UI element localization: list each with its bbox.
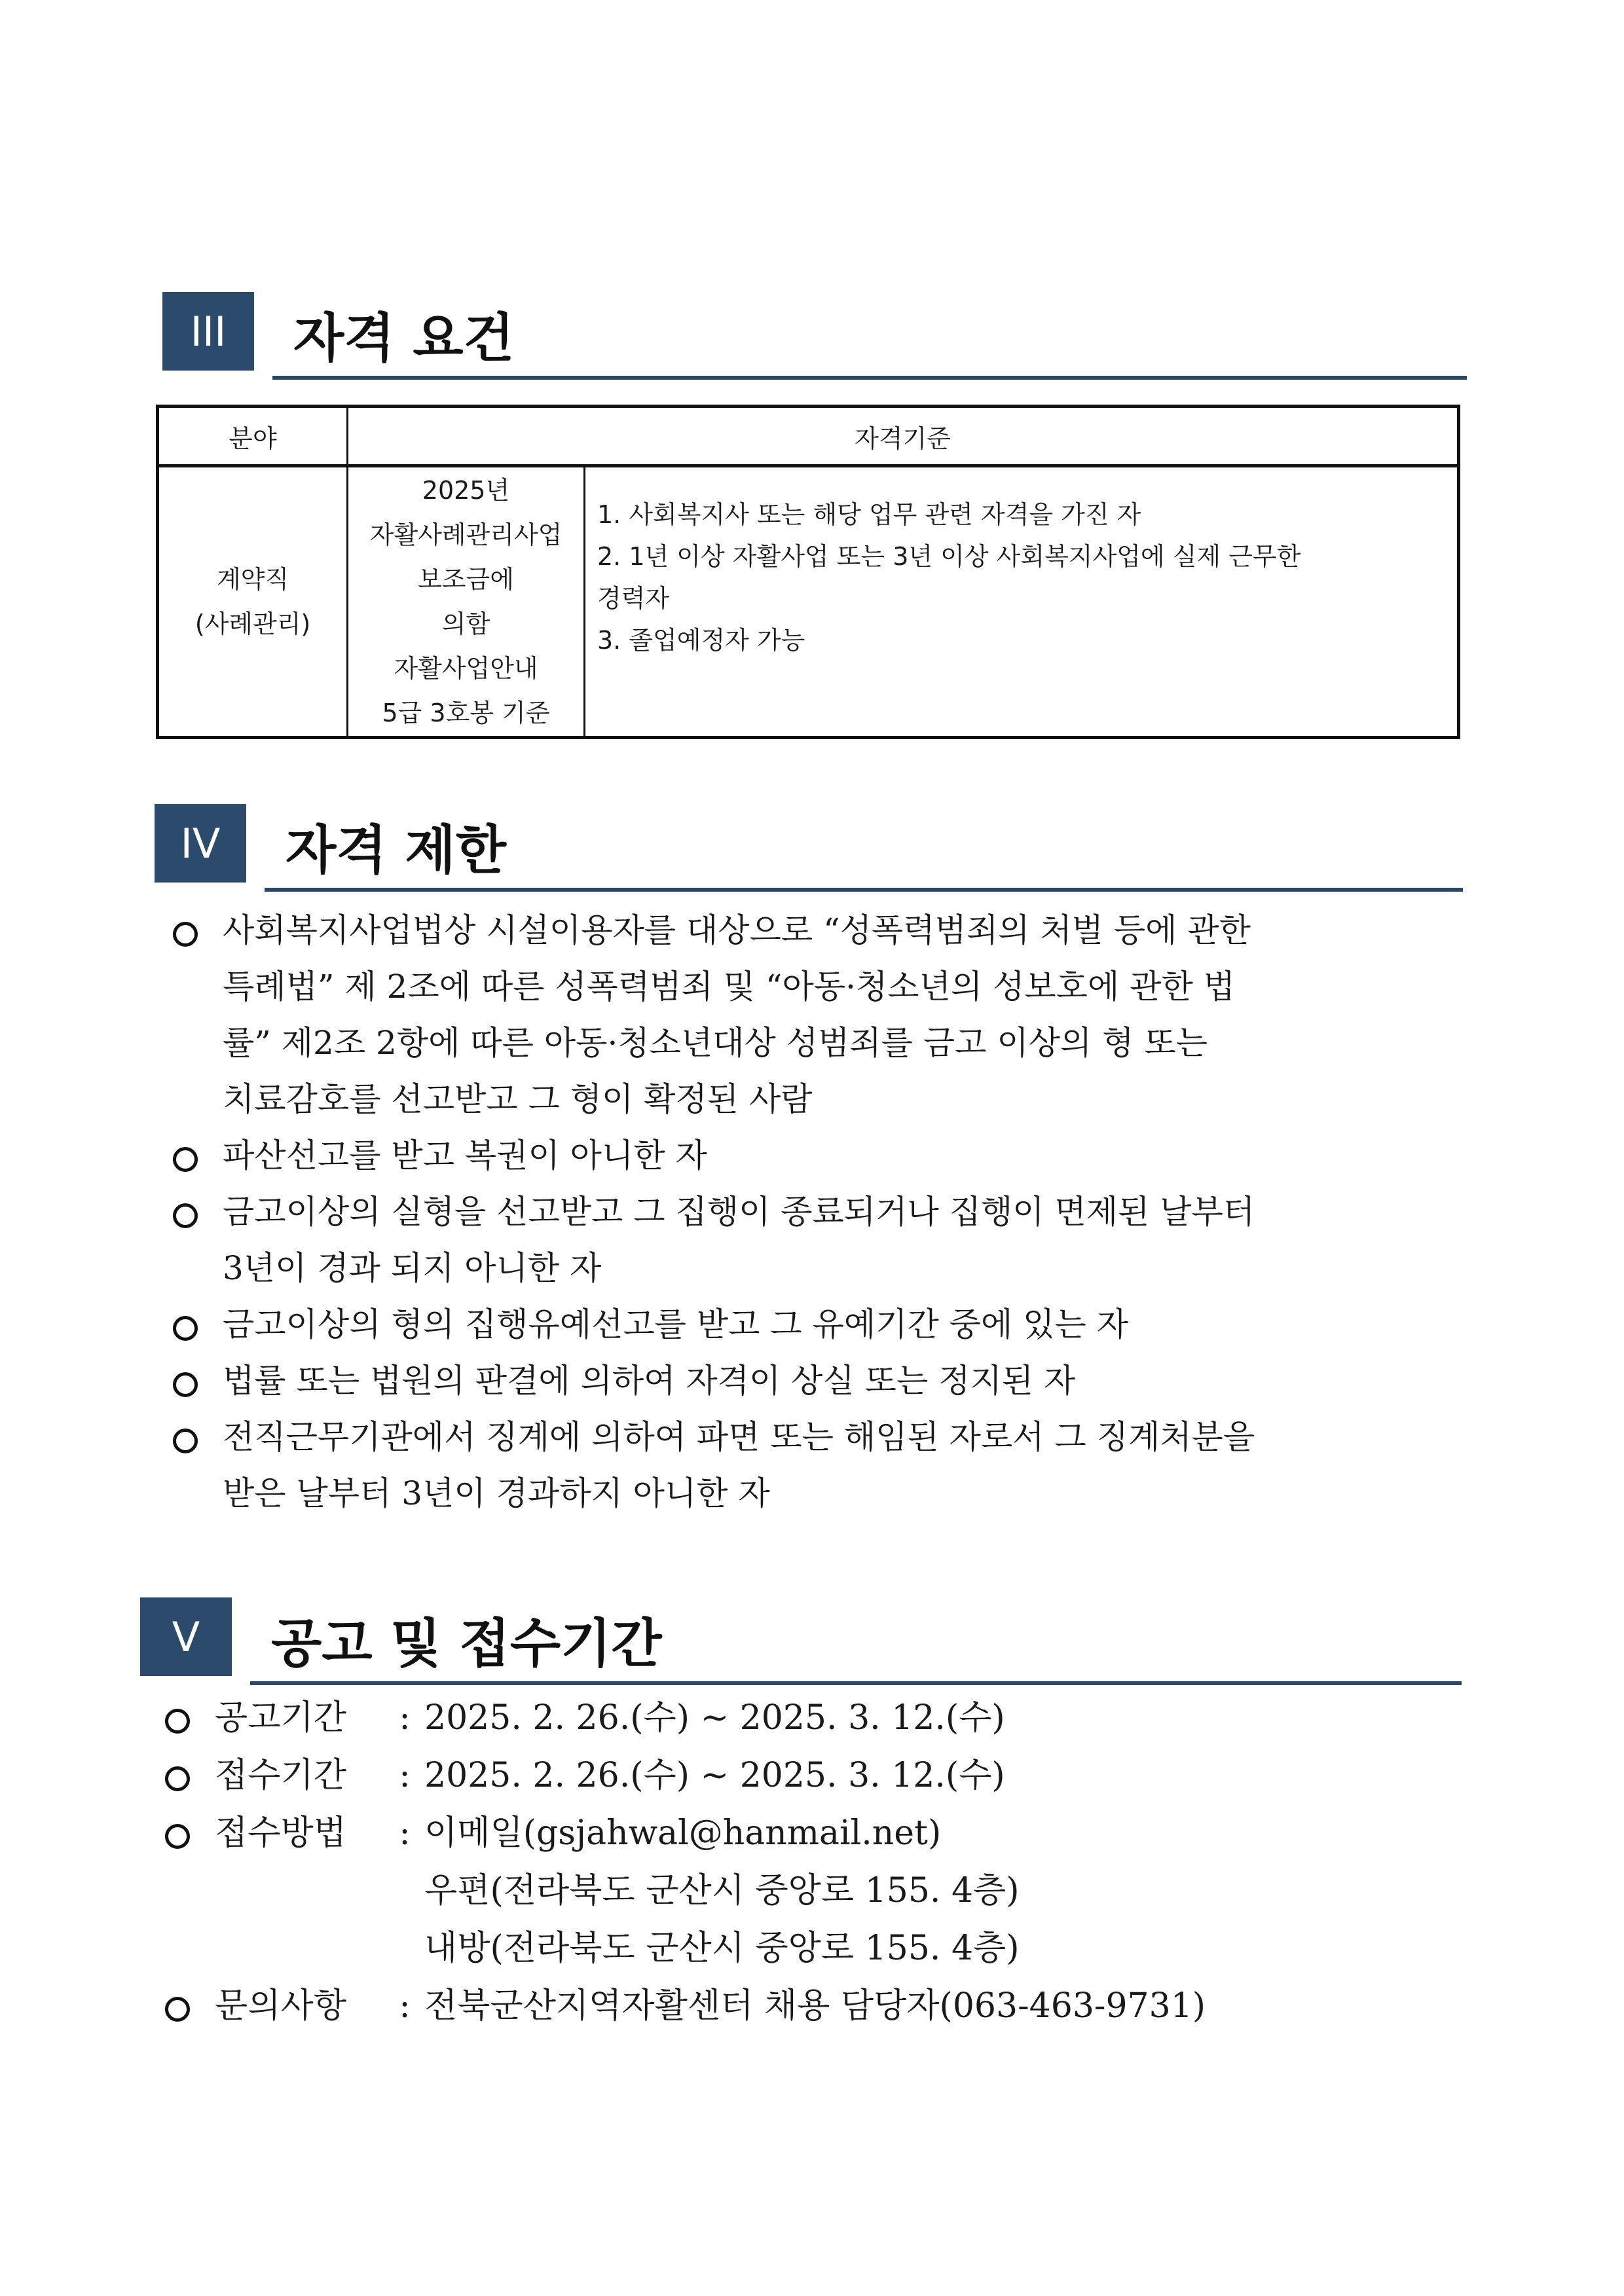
inquiry-row	[156, 1977, 1206, 2035]
info-value: 2025. 2. 26.(수) ~ 2025. 3. 12.(수)	[424, 1698, 1005, 1738]
salary-line: 자활사례관리사업	[369, 520, 563, 549]
list-item-line: 금고이상의 형의 집행유예선고를 받고 그 유예기간 중에 있는 자	[223, 1305, 1128, 1343]
salary-line: 5급 3호봉 기준	[382, 699, 550, 727]
info-colon: :	[399, 1756, 411, 1795]
list-item	[164, 1296, 1460, 1353]
list-item	[164, 1184, 1460, 1296]
section-5-header	[140, 1597, 1460, 1676]
section-number-box: III	[162, 292, 254, 371]
receipt-period-row	[156, 1747, 1206, 1804]
qualification-table	[156, 405, 1460, 739]
header-field: 분야	[158, 407, 348, 466]
criteria-line: 3. 졸업예정자 가능	[597, 626, 805, 655]
list-item-line: 치료감호를 선고받고 그 형이 확정된 사람	[223, 1080, 813, 1118]
info-label: 공고기간	[215, 1698, 346, 1738]
receipt-method-post: 우편(전라북도 군산시 중앙로 155. 4층)	[424, 1871, 1020, 1910]
field-line: (사례관리)	[194, 610, 311, 638]
criteria-line: 2. 1년 이상 자활사업 또는 3년 이상 사회복지사업에 실제 근무한	[597, 542, 1301, 571]
section-number-box: V	[140, 1597, 232, 1676]
section-title: 공고 및 접수기간	[271, 1613, 662, 1674]
info-colon: :	[399, 1986, 411, 2026]
notice-info	[156, 1689, 1206, 2035]
list-item-line: 3년이 경과 되지 아니한 자	[223, 1249, 602, 1287]
salary-line: 보조금에	[418, 565, 514, 594]
list-item	[164, 1127, 1460, 1184]
section-underline	[272, 376, 1467, 380]
circle-bullet-icon	[173, 1147, 198, 1172]
salary-line: 자활사업안내	[394, 654, 538, 683]
circle-bullet-icon	[173, 1316, 198, 1341]
list-item-line: 파산선고를 받고 복권이 아니한 자	[223, 1137, 707, 1175]
circle-bullet-icon	[165, 1824, 190, 1849]
table-row	[158, 466, 1459, 738]
circle-bullet-icon	[173, 922, 198, 947]
info-value: 2025. 2. 26.(수) ~ 2025. 3. 12.(수)	[424, 1756, 1005, 1795]
circle-bullet-icon	[165, 1766, 190, 1791]
info-label: 문의사항	[215, 1986, 346, 2026]
circle-bullet-icon	[165, 1997, 190, 2022]
criteria-line: 경력자	[597, 584, 670, 613]
restriction-list	[164, 902, 1460, 1522]
info-colon: :	[399, 1813, 411, 1853]
list-item	[164, 1353, 1460, 1409]
info-colon: :	[399, 1698, 411, 1738]
section-3-header	[162, 292, 1467, 371]
criteria-line: 1. 사회복지사 또는 해당 업무 관련 자격을 가진 자	[597, 500, 1141, 529]
header-criteria: 자격기준	[348, 407, 1459, 466]
info-label: 접수방법	[215, 1813, 346, 1853]
criteria-cell	[585, 466, 1459, 738]
list-item-line: 사회복지사업법상 시설이용자를 대상으로 “성폭력범죄의 처벌 등에 관한	[223, 911, 1251, 949]
section-title: 자격 제한	[286, 820, 506, 881]
salary-line: 의함	[441, 610, 490, 638]
notice-period-row	[156, 1689, 1206, 1747]
list-item-line: 특례법” 제 2조에 따른 성폭력범죄 및 “아동·청소년의 성보호에 관한 법	[223, 968, 1235, 1006]
salary-line: 2025년	[422, 476, 510, 505]
section-title: 자격 요건	[293, 308, 514, 369]
list-item	[164, 1409, 1460, 1522]
list-item-line: 률” 제2조 2항에 따른 아동·청소년대상 성범죄를 금고 이상의 형 또는	[223, 1024, 1208, 1062]
list-item-line: 법률 또는 법원의 판결에 의하여 자격이 상실 또는 정지된 자	[223, 1362, 1076, 1400]
circle-bullet-icon	[173, 1203, 198, 1228]
info-label: 접수기간	[215, 1756, 346, 1795]
field-cell	[158, 466, 348, 738]
field-line: 계약직	[216, 565, 289, 594]
circle-bullet-icon	[173, 1429, 198, 1453]
receipt-method-row	[156, 1804, 1206, 1862]
list-item	[164, 902, 1460, 1127]
info-value: 전북군산지역자활센터 채용 담당자(063-463-9731)	[424, 1986, 1206, 2026]
email-address: 이메일(gsjahwal@hanmail.net)	[424, 1813, 942, 1853]
receipt-method-visit: 내방(전라북도 군산시 중앙로 155. 4층)	[424, 1929, 1020, 1968]
list-item-line: 금고이상의 실형을 선고받고 그 집행이 종료되거나 집행이 면제된 날부터	[223, 1193, 1255, 1231]
salary-cell	[348, 466, 585, 738]
section-underline	[265, 888, 1463, 892]
table-header-row	[158, 407, 1459, 466]
section-4-header	[155, 804, 1464, 883]
circle-bullet-icon	[173, 1372, 198, 1397]
list-item-line: 받은 날부터 3년이 경과하지 아니한 자	[223, 1474, 770, 1512]
section-underline	[250, 1681, 1462, 1685]
section-number-box: IV	[155, 804, 246, 883]
list-item-line: 전직근무기관에서 징계에 의하여 파면 또는 해임된 자로서 그 징계처분을	[223, 1418, 1255, 1456]
circle-bullet-icon	[165, 1709, 190, 1734]
